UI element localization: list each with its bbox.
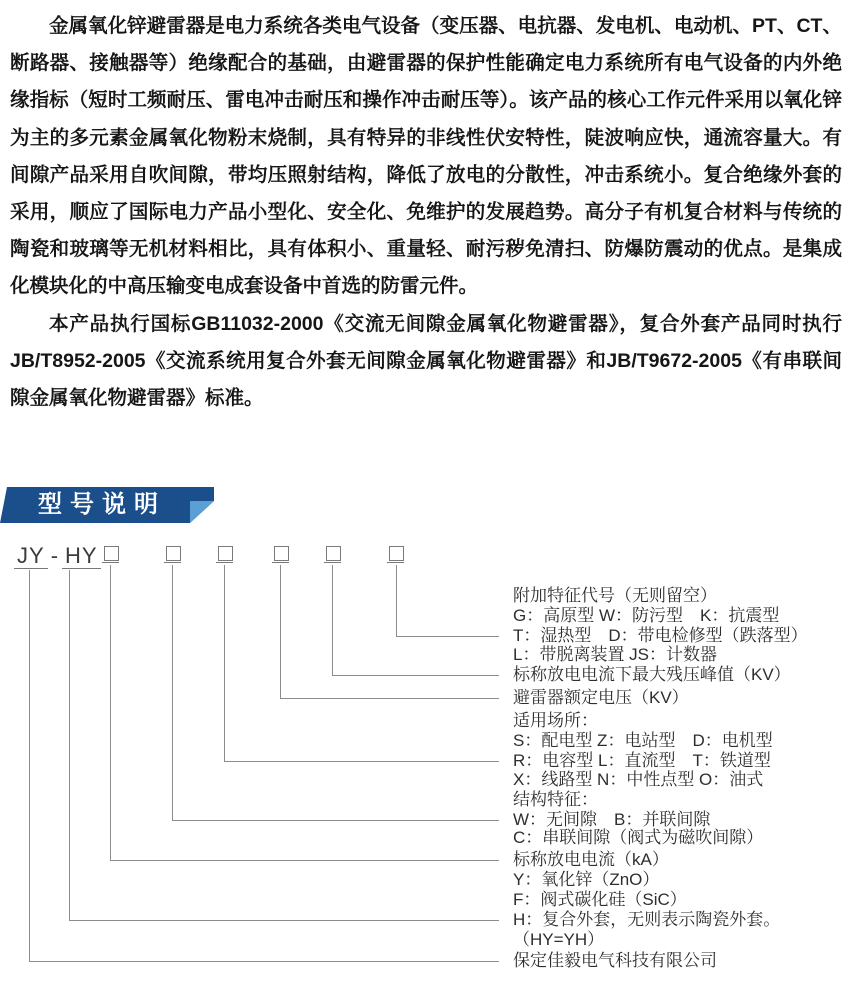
diagram-label-housing-h: H：复合外套，无则表示陶瓷外套。 [513,910,781,929]
model-code-box-1 [104,546,119,561]
model-code-box-5 [326,546,341,561]
model-code-box-3 [218,546,233,561]
diagram-label-structure-c: C：串联间隙（阀式为磁吹间隙） [513,828,764,847]
diagram-label-application-rlt: R：电容型 L：直流型 T：铁道型 [513,751,771,770]
model-code-box-3-underline [216,562,233,563]
model-code-dash: - [50,543,60,568]
model-code [14,543,101,569]
diagram-label-residual-voltage: 标称放电电流下最大残压峰值（KV） [513,665,791,684]
model-code-box-5-underline [324,562,341,563]
diagram-label-extra-feature-gwk: G：高原型 W：防污型 K：抗震型 [513,606,780,625]
diagram-label-structure-wb: W：无间隙 B：并联间隙 [513,810,711,829]
connector-line-box-6 [396,565,499,637]
diagram-label-extra-feature-ljs: L：带脱离装置 JS：计数器 [513,645,718,664]
intro-paragraph-1: 金属氧化锌避雷器是电力系统各类电气设备（变压器、电抗器、发电机、电动机、PT、CT、断路器、接触器等）绝缘配合的基础，由避雷器的保护性能确定电力系统所有电气设备的内外绝缘指标（短时工频耐压、雷电冲击耐压和操作冲击耐压等）。该产品的核心工作元件采用以氧化锌为主的多元素金属氧化物粉末烧制，具有特异的非线性伏安特性，陡波响应快，通流容量大。有间隙产品采用自吹间隙，带均压照射结构，降低了放电的分散性，冲击系统小。复合绝缘外套的采用，顺应了国际电力产品小型化、安全化、免维护的发展趋势。高分子有机复合材料与传统的陶瓷和玻璃等无机材料相比，具有体积小、重量轻、耐污秽免清扫、防爆防震动的优点。是集成化模块化的中高压输变电成套设备中首选的防雷元件。 [10,15,842,298]
model-code-box-6-underline [387,562,404,563]
model-code-box-6 [389,546,404,561]
diagram-label-application-szd: S：配电型 Z：电站型 D：电机型 [513,731,773,750]
section-title: 型号说明 [38,491,166,518]
diagram-label-extra-feature-td: T：湿热型 D：带电检修型（跌落型） [513,626,808,645]
diagram-label-material-f: F：阀式碳化硅（SiC） [513,890,687,909]
model-code-box-4 [274,546,289,561]
diagram-label-material-y: Y：氧化锌（ZnO） [513,870,660,889]
section-banner [0,487,214,523]
intro-text-block [10,8,842,417]
model-code-box-2-underline [164,562,181,563]
diagram-label-discharge-current: 标称放电电流（kA） [513,850,669,869]
model-code-box-4-underline [272,562,289,563]
diagram-label-structure-heading: 结构特征： [513,790,598,809]
diagram-label-application-xno: X：线路型 N：中性点型 O：油式 [513,770,764,789]
diagram-label-extra-feature-heading: 附加特征代号（无则留空） [513,586,717,605]
diagram-label-hy-equals-yh: （HY=YH） [513,930,605,949]
model-code-box-1-underline [102,562,119,563]
diagram-label-company-name: 保定佳毅电气科技有限公司 [513,951,717,970]
intro-paragraph-2: 本产品执行国标GB11032-2000《交流无间隙金属氧化物避雷器》，复合外套产品同时执行JB/T8952-2005《交流系统用复合外套无间隙金属氧化物避雷器》和JB/T9672-2005《有串联间隙金属氧化物避雷器》标准。 [10,312,842,410]
model-code-box-2 [166,546,181,561]
diagram-label-rated-voltage: 避雷器额定电压（KV） [513,688,689,707]
model-code-jy: JY [14,544,48,569]
diagram-label-application-heading: 适用场所： [513,711,598,730]
model-code-hy: HY [62,544,101,569]
